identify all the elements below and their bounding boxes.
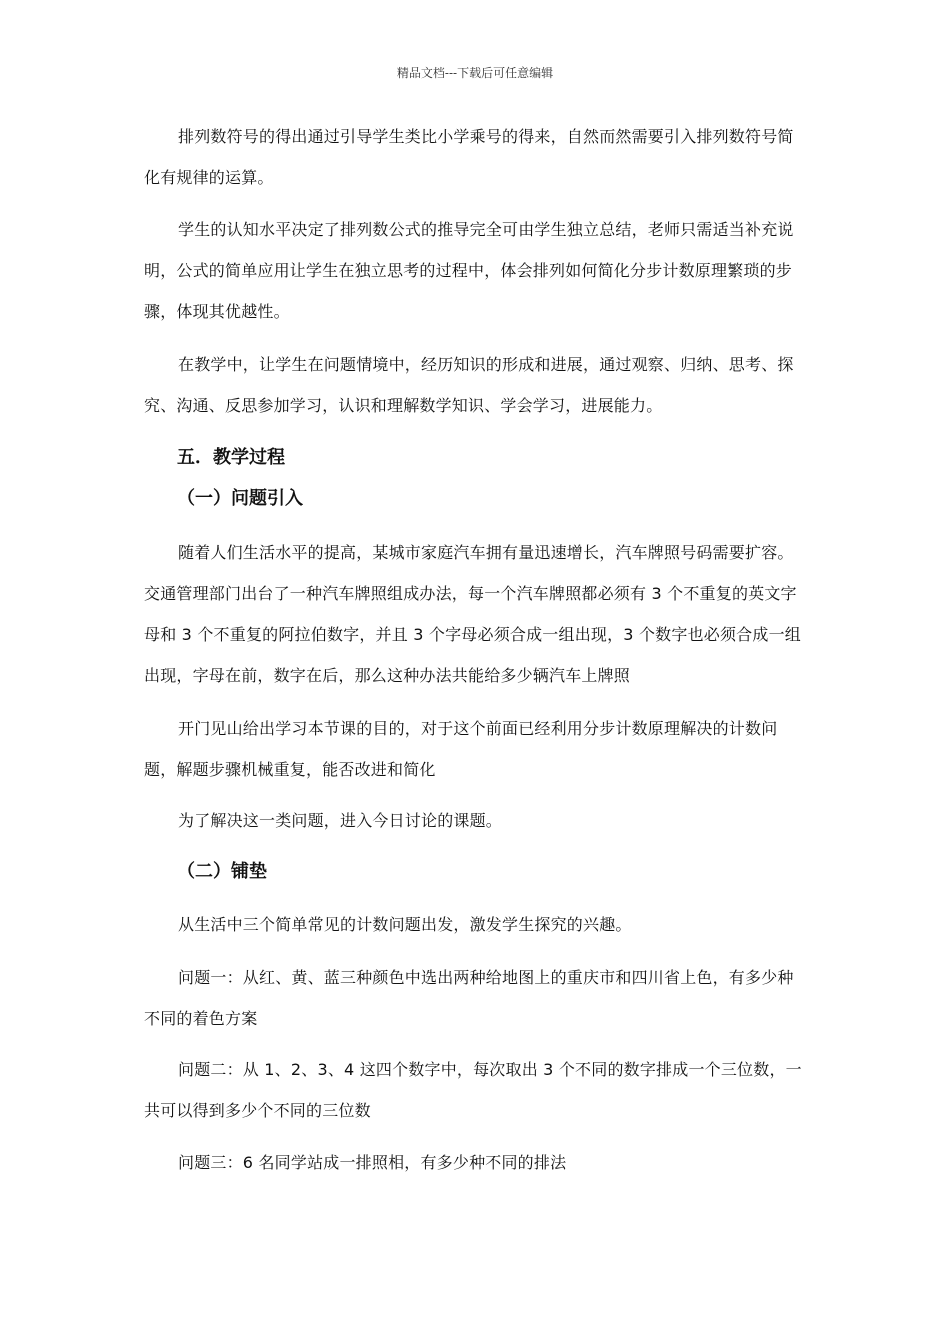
paragraph-purpose: 开门见山给出学习本节课的目的，对于这个前面已经利用分步计数原理解决的计数问题，解题步骤机械重复，能否改进和简化 [144,719,778,779]
paragraph-teaching: 在教学中，让学生在问题情境中，经历知识的形成和进展，通过观察、归纳、思考、探究、沟通、反思参加学习，认识和理解数学知识、学会学习，进展能力。 [144,355,794,415]
paragraph-problem-one: 问题一：从红、黄、蓝三种颜色中选出两种给地图上的重庆市和四川省上色，有多少种不同的着色方案 [144,968,794,1028]
section-heading-process: 五．教学过程 [177,447,285,468]
paragraph-three-problems: 从生活中三个简单常见的计数问题出发，激发学生探究的兴趣。 [178,915,632,934]
paragraph-topic: 为了解决这一类问题，进入今日讨论的课题。 [178,811,503,830]
paragraph-problem-three: 问题三：6 名同学站成一排照相，有多少种不同的排法 [178,1153,567,1172]
paragraph-problem-two: 问题二：从 1、2、3、4 这四个数字中，每次取出 3 个不同的数字排成一个三位数，一共可以得到多少个不同的三位数 [144,1060,802,1120]
page-header: 精品文档---下载后可任意编辑 [396,66,554,80]
paragraph-license-plate: 随着人们生活水平的提高，某城市家庭汽车拥有量迅速增长，汽车牌照号码需要扩容。交通管理部门出台了一种汽车牌照组成办法，每一个汽车牌照都必须有 3 个不重复的英文字母和 3 个不重复的阿拉伯数字，并且 3 个字母必须合成一组出现，3 个数字也必须合成一组出现，字母在前，数字在后，那么这种办法共能给多少辆汽车上牌照 [144,543,801,685]
subsection-heading-intro: （一）问题引入 [177,488,303,509]
paragraph-cognition: 学生的认知水平决定了排列数公式的推导完全可由学生独立总结，老师只需适当补充说明，公式的简单应用让学生在独立思考的过程中，体会排列如何简化分步计数原理繁琐的步骤，体现其优越性。 [144,220,794,321]
paragraph-notation: 排列数符号的得出通过引导学生类比小学乘号的得来，自然而然需要引入排列数符号简化有规律的运算。 [144,127,794,187]
subsection-heading-groundwork: （二）铺垫 [177,861,267,882]
